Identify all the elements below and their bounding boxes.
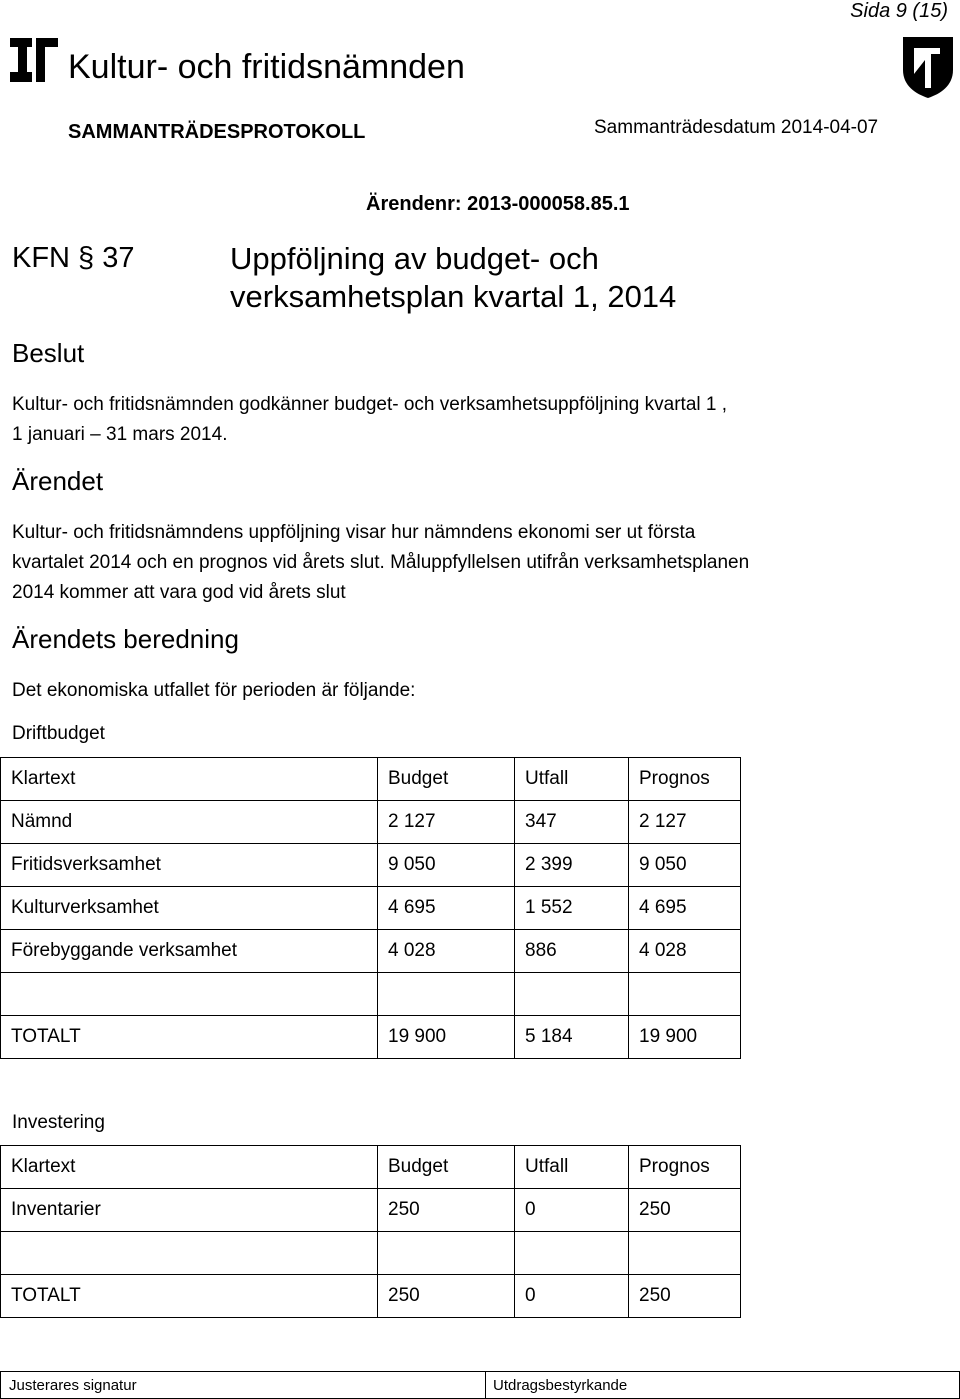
table-cell xyxy=(515,1232,629,1275)
arendet-line-1: Kultur- och fritidsnämndens uppföljning visar hur nämndens ekonomi ser ut första xyxy=(12,522,696,543)
table-row xyxy=(1,973,741,1016)
case-number: Ärendenr: 2013-000058.85.1 xyxy=(366,193,630,215)
table-cell: Utfall xyxy=(515,758,629,801)
table-cell xyxy=(1,973,378,1016)
table-cell: 5 184 xyxy=(515,1016,629,1059)
beslut-heading: Beslut xyxy=(12,338,85,368)
table-header-row xyxy=(1,758,741,801)
table-cell: Fritidsverksamhet xyxy=(1,844,378,887)
table-cell: 19 900 xyxy=(378,1016,515,1059)
investering-table xyxy=(0,1145,741,1318)
table-cell xyxy=(629,1232,741,1275)
table-row xyxy=(1,887,741,930)
table-cell xyxy=(629,973,741,1016)
beslut-line-1: Kultur- och fritidsnämnden godkänner budget- och verksamhetsuppföljning kvartal 1 , xyxy=(12,394,728,415)
table-cell: 2 399 xyxy=(515,844,629,887)
table-row xyxy=(1,844,741,887)
table-cell: 250 xyxy=(629,1275,741,1318)
table-row xyxy=(1,1232,741,1275)
driftbudget-table xyxy=(0,757,741,1059)
table-cell: 250 xyxy=(378,1275,515,1318)
section-title-line-2: verksamhetsplan kvartal 1, 2014 xyxy=(230,279,677,314)
section-title xyxy=(230,240,676,316)
table-cell: Klartext xyxy=(1,758,378,801)
table-cell xyxy=(378,1232,515,1275)
municipality-logo-icon xyxy=(10,38,58,87)
table-cell: Budget xyxy=(378,1146,515,1189)
table-cell: 2 127 xyxy=(378,801,515,844)
table-cell: 0 xyxy=(515,1275,629,1318)
table-row xyxy=(1,801,741,844)
table-cell: Klartext xyxy=(1,1146,378,1189)
beslut-paragraph xyxy=(12,390,727,450)
table-cell: 1 552 xyxy=(515,887,629,930)
table-cell: 9 050 xyxy=(378,844,515,887)
table-cell xyxy=(378,973,515,1016)
table-cell: Inventarier xyxy=(1,1189,378,1232)
arendet-heading: Ärendet xyxy=(12,466,104,496)
table-cell: 4 695 xyxy=(629,887,741,930)
organization-title: Kultur- och fritidsnämnden xyxy=(68,48,465,86)
arendet-paragraph xyxy=(12,518,749,608)
table-row xyxy=(1,1016,741,1059)
table-cell: Prognos xyxy=(629,1146,741,1189)
protocol-label: SAMMANTRÄDESPROTOKOLL xyxy=(68,121,366,143)
table-cell: TOTALT xyxy=(1,1275,378,1318)
table-cell: 4 695 xyxy=(378,887,515,930)
table-cell: TOTALT xyxy=(1,1016,378,1059)
table-cell: 4 028 xyxy=(378,930,515,973)
beredning-heading: Ärendets beredning xyxy=(12,624,239,654)
driftbudget-label: Driftbudget xyxy=(12,723,105,744)
table-row xyxy=(1,1189,741,1232)
table-cell: Budget xyxy=(378,758,515,801)
table-cell: 2 127 xyxy=(629,801,741,844)
table-cell: Prognos xyxy=(629,758,741,801)
signature-label: Justerares signatur xyxy=(9,1377,137,1394)
arendet-line-2: kvartalet 2014 och en prognos vid årets slut. Måluppfyllelsen utifrån verksamhetsplanen xyxy=(12,552,750,573)
table-header-row xyxy=(1,1146,741,1189)
page-number: Sida 9 (15) xyxy=(850,0,948,22)
table-cell: 347 xyxy=(515,801,629,844)
section-title-line-1: Uppföljning av budget- och xyxy=(230,241,599,276)
beredning-intro: Det ekonomiska utfallet för perioden är följande: xyxy=(12,680,416,701)
table-cell: Förebyggande verksamhet xyxy=(1,930,378,973)
coat-of-arms-icon xyxy=(900,34,956,105)
table-cell: 19 900 xyxy=(629,1016,741,1059)
table-cell: 886 xyxy=(515,930,629,973)
table-cell: 250 xyxy=(378,1189,515,1232)
beslut-line-2: 1 januari – 31 mars 2014. xyxy=(12,424,228,445)
arendet-line-3: 2014 kommer att vara god vid årets slut xyxy=(12,582,346,603)
excerpt-label: Utdragsbestyrkande xyxy=(493,1377,628,1394)
table-cell: 9 050 xyxy=(629,844,741,887)
table-cell: 250 xyxy=(629,1189,741,1232)
table-cell: Kulturverksamhet xyxy=(1,887,378,930)
signature-footer xyxy=(0,1371,960,1399)
investering-label: Investering xyxy=(12,1112,105,1133)
table-cell: 0 xyxy=(515,1189,629,1232)
meeting-date: Sammanträdesdatum 2014-04-07 xyxy=(594,117,879,138)
footer-divider xyxy=(485,1372,486,1398)
table-row xyxy=(1,930,741,973)
table-cell: 4 028 xyxy=(629,930,741,973)
table-row xyxy=(1,1275,741,1318)
table-cell: Utfall xyxy=(515,1146,629,1189)
table-cell xyxy=(515,973,629,1016)
section-code: KFN § 37 xyxy=(12,242,135,274)
table-cell xyxy=(1,1232,378,1275)
table-cell: Nämnd xyxy=(1,801,378,844)
